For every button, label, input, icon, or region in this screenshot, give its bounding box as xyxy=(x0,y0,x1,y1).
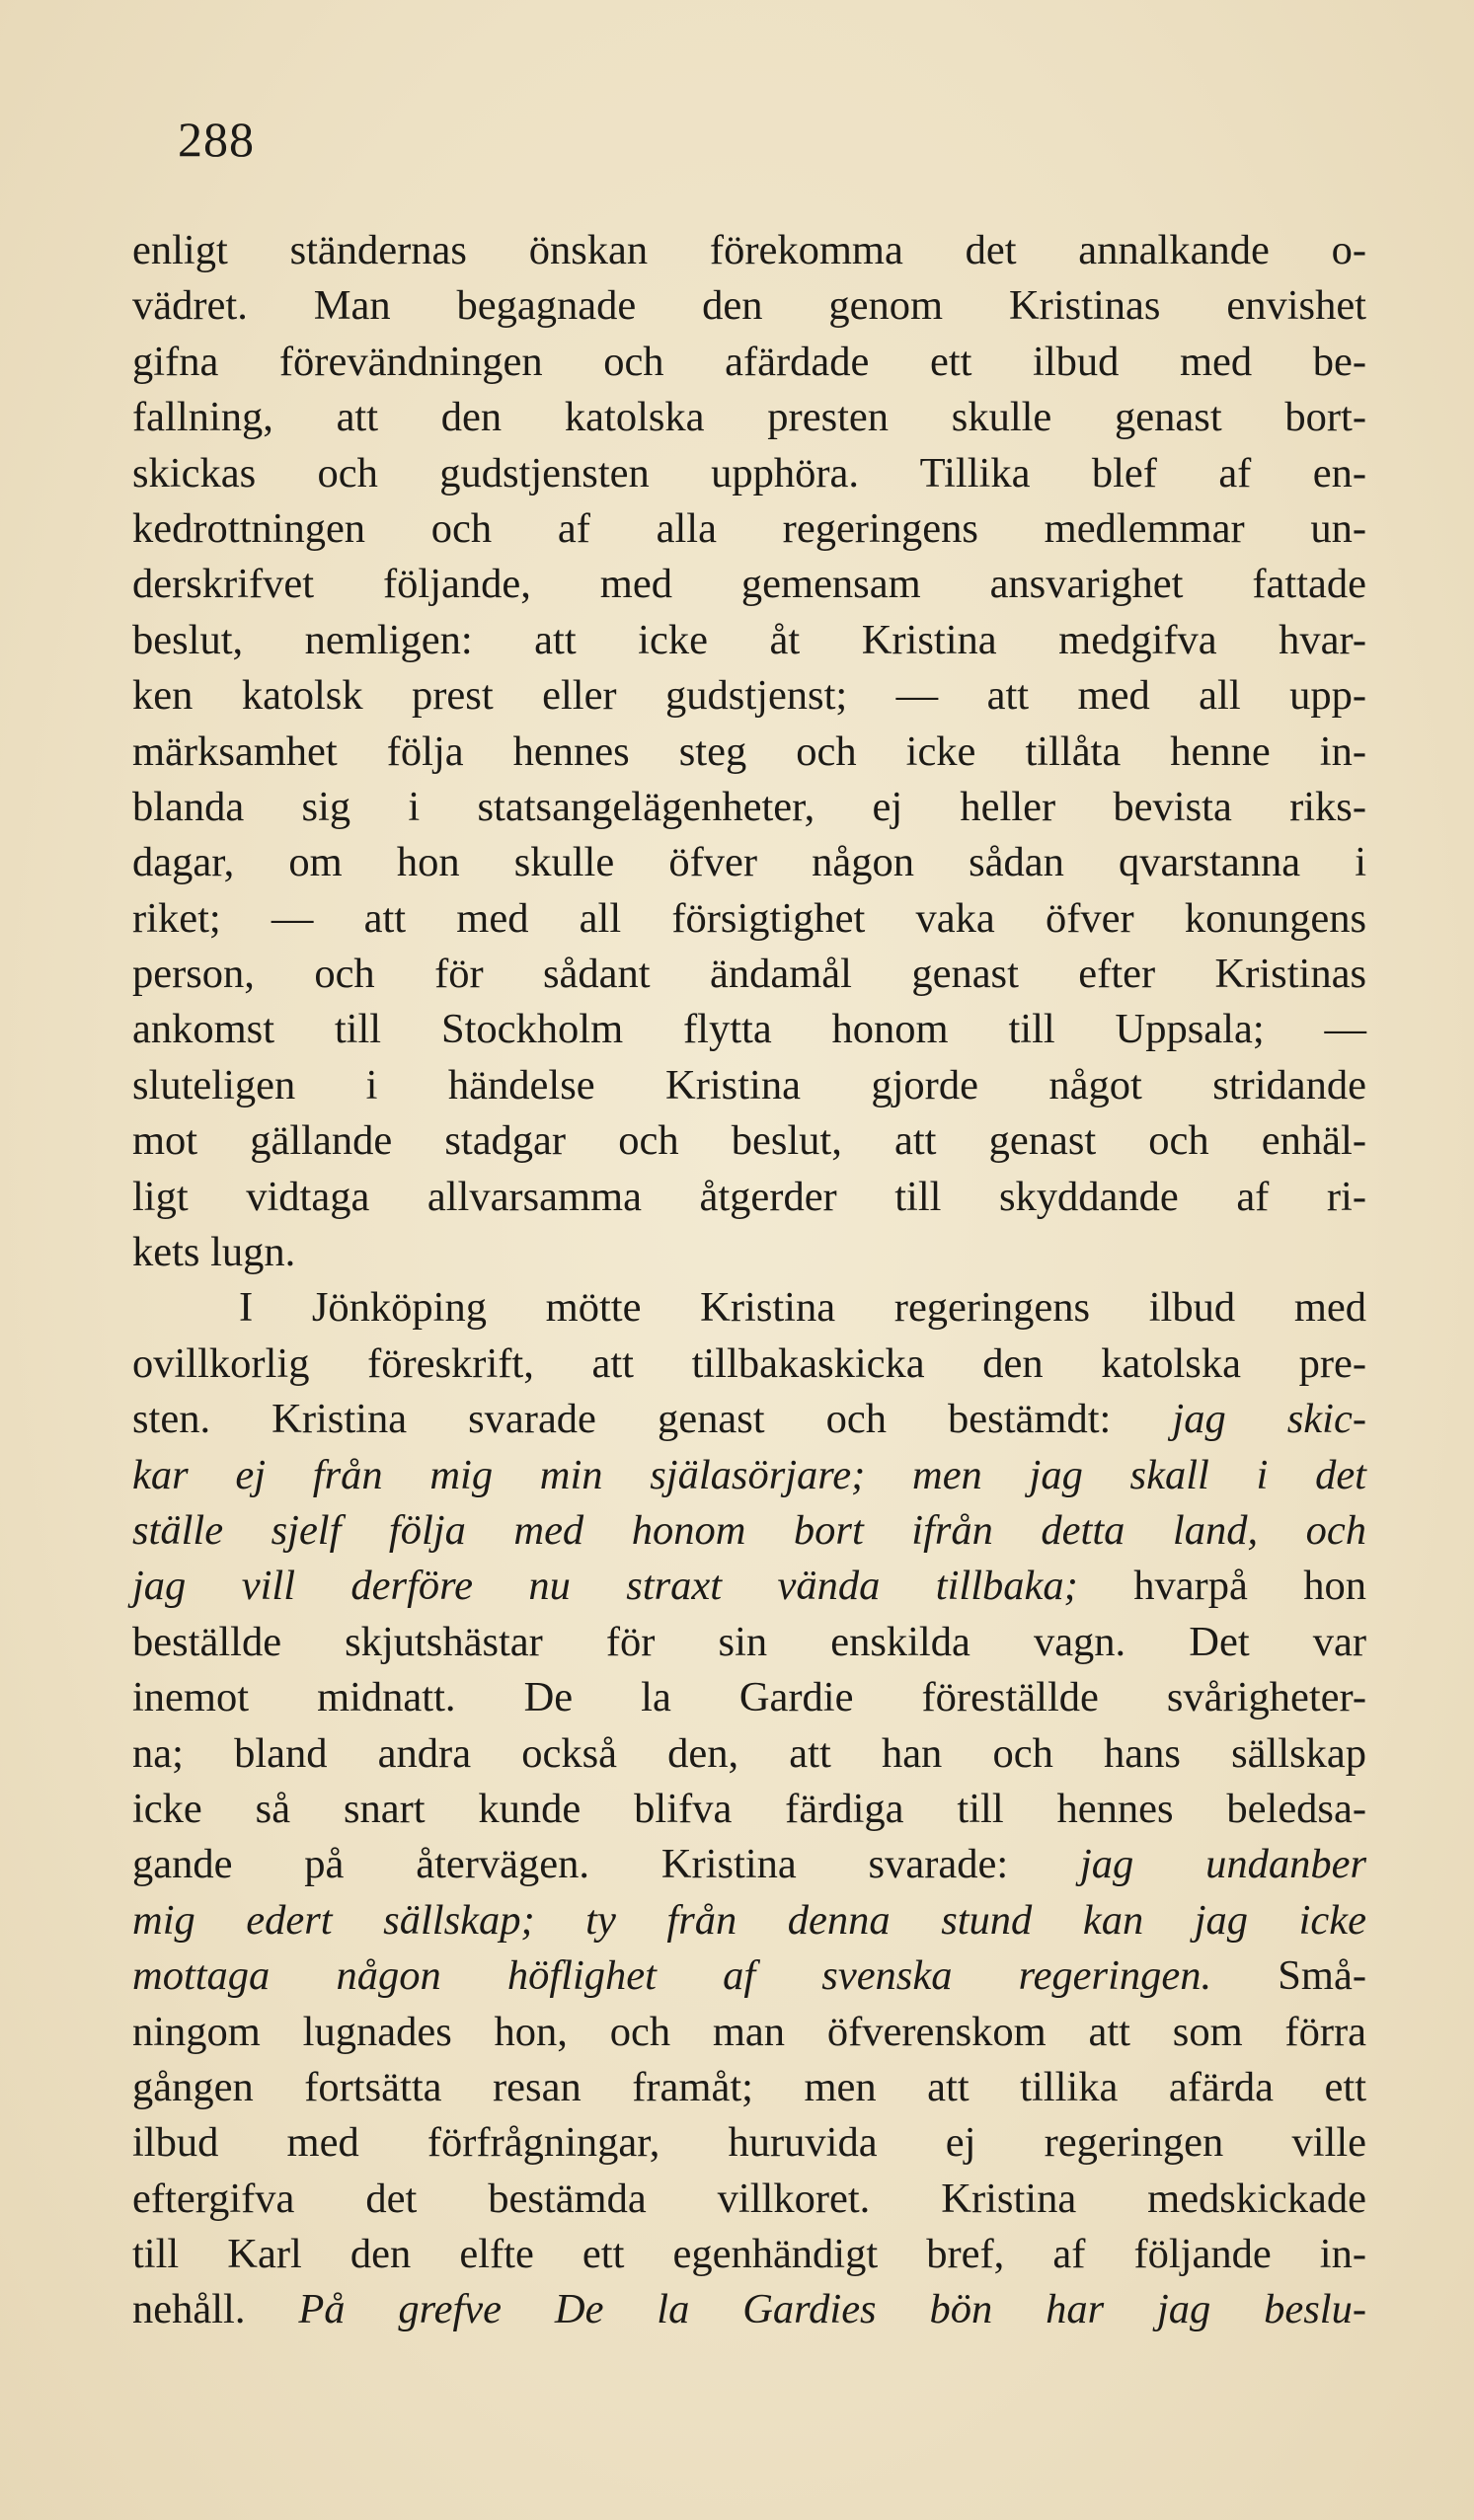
text-segment: Små- xyxy=(1211,1952,1366,2000)
italic-text: mottaga någon höflighet af svenska regeringen. xyxy=(132,1952,1212,2000)
text-segment: eftergifva det bestämda villkoret. Kristina medskickade xyxy=(132,2175,1366,2222)
text-segment: beställde skjutshästar för sin enskilda vagn. Det var xyxy=(132,1618,1366,1665)
text-segment: blanda sig i statsangelägenheter, ej heller bevista riks- xyxy=(132,783,1366,830)
italic-text: ställe sjelf följa med honom bort ifrån detta land, och xyxy=(132,1506,1366,1554)
text-line xyxy=(132,1837,1366,1892)
text-line xyxy=(132,613,1366,668)
text-line xyxy=(132,1615,1366,1670)
text-line xyxy=(132,1392,1366,1447)
page-number: 288 xyxy=(178,112,255,167)
text-line xyxy=(132,1559,1366,1614)
italic-text: jag vill derföre nu straxt vända tillbaka; xyxy=(132,1563,1078,1610)
text-line xyxy=(132,223,1366,278)
text-line xyxy=(132,390,1366,445)
text-line xyxy=(132,2172,1366,2227)
text-line xyxy=(132,1726,1366,1782)
text-segment: icke så snart kunde blifva färdiga till hennes beledsa- xyxy=(132,1785,1366,1832)
italic-text: kar ej från mig min själasörjare; men jag skall i det xyxy=(132,1451,1366,1498)
text-line xyxy=(132,1058,1366,1113)
text-line xyxy=(132,2227,1366,2282)
text-segment: till Karl den elfte ett egenhändigt bref, af följande in- xyxy=(132,2231,1366,2278)
text-segment: beslut, nemligen: att icke åt Kristina medgifva hvar- xyxy=(132,616,1366,663)
text-segment: sluteligen i händelse Kristina gjorde något stridande xyxy=(132,1061,1366,1108)
text-segment: ningom lugnades hon, och man öfverenskom att som förra xyxy=(132,2008,1366,2055)
text-segment: fallning, att den katolska presten skulle genast bort- xyxy=(132,394,1366,441)
text-line xyxy=(132,1002,1366,1057)
text-segment: nehåll. xyxy=(132,2286,299,2333)
text-line xyxy=(132,1893,1366,1948)
text-line xyxy=(132,891,1366,947)
text-segment: gifna förevändningen och afärdade ett ilbud med be- xyxy=(132,338,1366,385)
text-line xyxy=(132,1782,1366,1837)
text-line xyxy=(132,1948,1366,2004)
text-line xyxy=(132,2282,1366,2337)
text-line xyxy=(132,557,1366,612)
text-segment: sten. Kristina svarade genast och bestämdt: xyxy=(132,1396,1173,1443)
text-line xyxy=(132,2060,1366,2115)
text-segment: dagar, om hon skulle öfver någon sådan qvarstanna i xyxy=(132,839,1366,886)
text-segment: mot gällande stadgar och beslut, att genast och enhäl- xyxy=(132,1117,1366,1165)
text-segment: ankomst till Stockholm flytta honom till Uppsala; — xyxy=(132,1006,1366,1053)
italic-text: mig edert sällskap; ty från denna stund kan jag icke xyxy=(132,1896,1366,1944)
text-segment: riket; — att med all försigtighet vaka öfver konungens xyxy=(132,894,1366,942)
text-line xyxy=(132,2115,1366,2171)
text-line xyxy=(132,2005,1366,2060)
text-segment: ligt vidtaga allvarsamma åtgerder till skyddande af ri- xyxy=(132,1173,1366,1220)
text-line xyxy=(132,278,1366,334)
text-segment: märksamhet följa hennes steg och icke tillåta henne in- xyxy=(132,727,1366,775)
text-line xyxy=(132,780,1366,835)
text-line xyxy=(132,947,1366,1002)
text-segment: kets lugn. xyxy=(132,1229,296,1276)
text-line xyxy=(132,835,1366,890)
text-segment: na; bland andra också den, att han och hans sällskap xyxy=(132,1729,1366,1777)
text-line xyxy=(132,1336,1366,1392)
text-segment: derskrifvet följande, med gemensam ansvarighet fattade xyxy=(132,561,1366,608)
text-line xyxy=(132,1670,1366,1725)
italic-text: jag skic- xyxy=(1172,1396,1366,1443)
italic-text: På grefve De la Gardies bön har jag beslu- xyxy=(298,2286,1367,2333)
text-line xyxy=(132,725,1366,780)
text-segment: inemot midnatt. De la Gardie föreställde svårigheter- xyxy=(132,1674,1366,1721)
text-segment: vädret. Man begagnade den genom Kristinas envishet xyxy=(132,282,1366,330)
text-segment: ilbud med förfrågningar, huruvida ej regeringen ville xyxy=(132,2119,1366,2167)
text-segment: gande på återvägen. Kristina svarade: xyxy=(132,1841,1080,1888)
text-line xyxy=(132,335,1366,390)
text-line xyxy=(132,1503,1366,1559)
text-segment: gången fortsätta resan framåt; men att tillika afärda ett xyxy=(132,2063,1366,2110)
text-line xyxy=(132,1448,1366,1503)
text-segment: ken katolsk prest eller gudstjenst; — att med all upp- xyxy=(132,672,1366,720)
text-segment: hvarpå hon xyxy=(1077,1563,1366,1610)
text-segment: ovillkorlig föreskrift, att tillbakaskicka den katolska pre- xyxy=(132,1339,1366,1387)
text-segment: kedrottningen och af alla regeringens medlemmar un- xyxy=(132,504,1366,552)
text-line xyxy=(132,668,1366,724)
text-line xyxy=(132,1280,1366,1336)
text-segment: enligt ständernas önskan förekomma det annalkande o- xyxy=(132,227,1366,273)
text-line xyxy=(132,446,1366,501)
text-line xyxy=(132,501,1366,557)
text-line xyxy=(132,1113,1366,1169)
text-segment: I Jönköping mötte Kristina regeringens ilbud med xyxy=(239,1284,1366,1332)
body-text xyxy=(132,223,1366,2338)
text-segment: skickas och gudstjensten upphöra. Tillika blef af en- xyxy=(132,449,1366,496)
text-segment: person, och för sådant ändamål genast efter Kristinas xyxy=(132,951,1366,998)
italic-text: jag undanber xyxy=(1079,1841,1366,1888)
text-line xyxy=(132,1225,1366,1280)
text-line xyxy=(132,1170,1366,1225)
